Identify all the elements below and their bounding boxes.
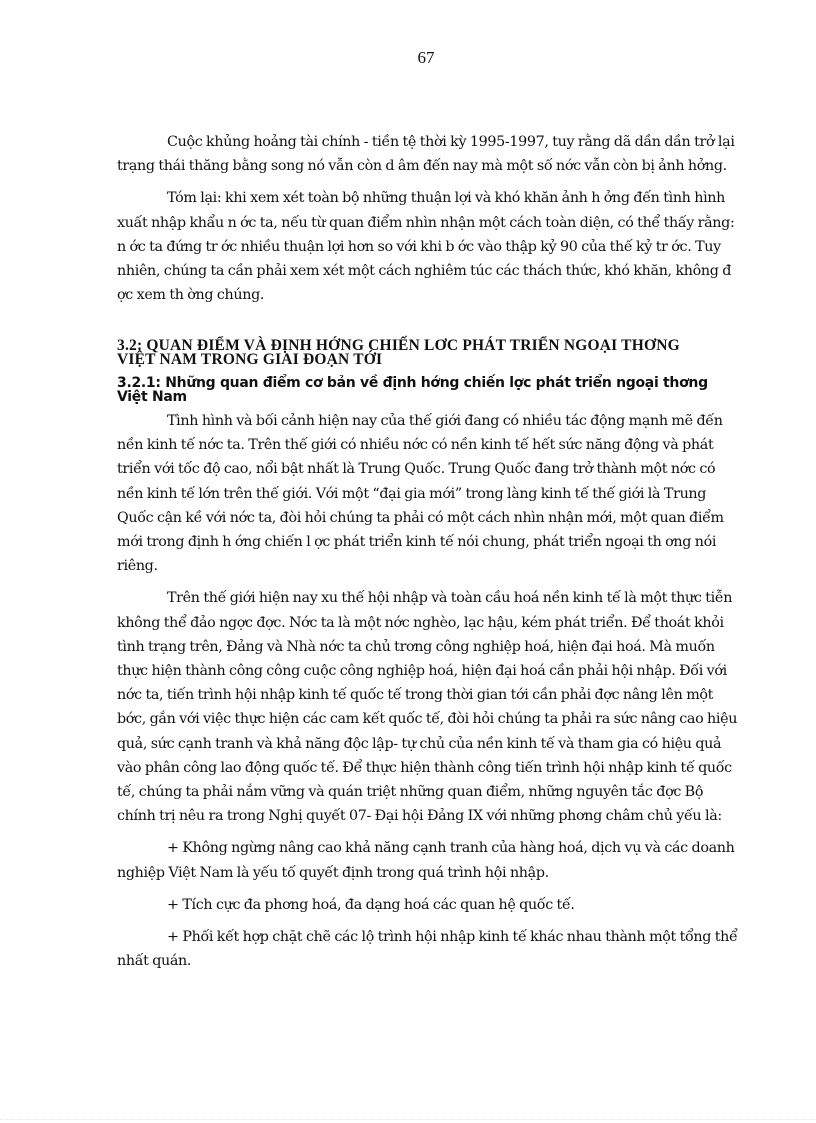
page-number: 67 — [417, 48, 435, 67]
body-paragraph-2: Trên thế giới hiện nay xu thế hội nhập và toàn cầu hoá nền kinh tế là một thực tiễn không thể đảo ngợc đợc. Nớc ta là một nớc nghèo, lạc hậu, kém phát triển. Để thoát khỏi tình trạng trên, Đảng và Nhà nớc ta chủ trơng công nghiệp hoá, hiện đại hoá. Mà muốn thực hiện thành công công cuộc công nghiệp hoá, hiện đại hoá cần phải hội nhập. Đối với nớc ta, tiến trình hội nhập kinh tế quốc tế trong thời gian tới cần phải đợc nâng lên một bớc, gắn với việc thực hiện các cam kết quốc tế, đòi hỏi chúng ta phải ra sức nâng cao hiệu quả, sức cạnh tranh và khả năng độc lập- tự chủ của nền kinh tế và tham gia có hiệu quả vào phân công lao động quốc tế. Để thực hiện thành công tiến trình hội nhập kinh tế quốc tế, chúng ta phải nắm vững và quán triệt những quan điểm, những nguyên tắc đợc Bộ chính trị nêu ra trong Nghị quyết 07- Đại hội Đảng IX với những phơng châm chủ yếu là: — [117, 590, 738, 825]
page-bottom-divider — [0, 1119, 816, 1120]
body-paragraph-1: Tình hình và bối cảnh hiện nay của thế giới đang có nhiều tác động mạnh mẽ đến nền kinh tế nớc ta. Trên thế giới có nhiều nớc có nền kinh tế hết sức năng động và phát triển với tốc độ cao, nổi bật nhất là Trung Quốc. Trung Quốc đang trở thành một nớc có nền kinh tế lớn trên thế giới. Với một “đại gia mới” trong làng kinh tế thế giới là Trung Quốc cận kề với nớc ta, đòi hỏi chúng ta phải có một cách nhìn nhận mới, một quan điểm mới trong định h ớng chiến l ợc phát triển kinh tế nói chung, phát triển ngoại th ơng nói riêng. — [117, 413, 724, 575]
subsection-heading: 3.2.1: Những quan điểm cơ bản về định hớng chiến lợc phát triển ngoại thơng Việt Nam — [117, 375, 708, 405]
section-heading: 3.2: QUAN ĐIỂM VÀ ĐỊNH HỚNG CHIẾN LƠC PHÁT TRIỂN NGOẠI THƠNG VIỆT NAM TRONG GIAI ĐOẠN TỚI — [117, 337, 680, 368]
intro-paragraph-2: Tóm lại: khi xem xét toàn bộ những thuận lợi và khó khăn ảnh h ởng đến tình hình xuất nhập khẩu n ớc ta, nếu từ quan điểm nhìn nhận một cách toàn diện, có thể thấy rằng: n ớc ta đứng tr ớc nhiều thuận lợi hơn so với khi b ớc vào thập kỷ 90 của thế kỷ tr ớc. Tuy nhiên, chúng ta cần phải xem xét một cách nghiêm túc các thách thức, khó khăn, không đ ợc xem th ờng chúng. — [117, 190, 735, 304]
bullet-item-1: + Không ngừng nâng cao khả năng cạnh tranh của hàng hoá, dịch vụ và các doanh nghiệp Việt Nam là yếu tố quyết định trong quá trình hội nhập. — [117, 840, 735, 881]
bullet-item-2: + Tích cực đa phơng hoá, đa dạng hoá các quan hệ quốc tế. — [167, 896, 575, 913]
intro-paragraph-1: Cuộc khủng hoảng tài chính - tiền tệ thời kỳ 1995-1997, tuy rằng dã dần dần trở lại trạng thái thăng bằng song nó vẫn còn d âm đến nay mà một số nớc vẫn còn bị ảnh hởng. — [117, 134, 735, 175]
bullet-item-3: + Phối kết hợp chặt chẽ các lộ trình hội nhập kinh tế khác nhau thành một tổng thể nhất quán. — [117, 929, 738, 970]
intro-block — [117, 130, 739, 307]
section-body — [117, 409, 739, 973]
